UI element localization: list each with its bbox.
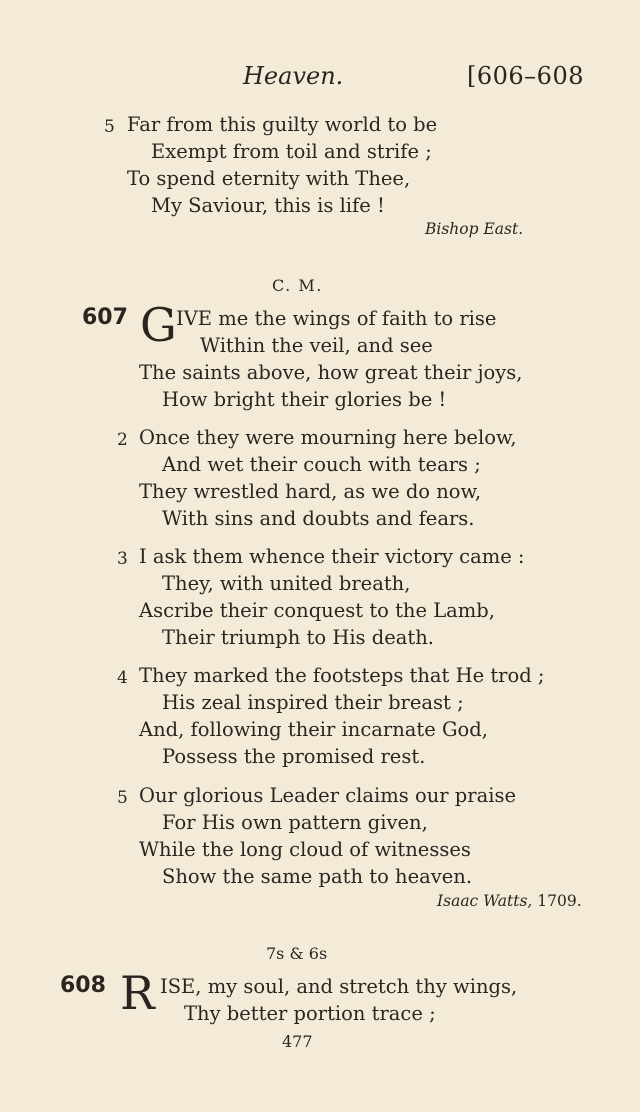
verse-line: IVE me the wings of faith to rise xyxy=(176,307,497,330)
verse-line: Their triumph to His death. xyxy=(162,626,435,649)
verse-line: My Saviour, this is life ! xyxy=(151,194,385,217)
attribution-author: Isaac Watts, xyxy=(437,892,533,910)
verse-line: Within the veil, and see xyxy=(200,334,433,357)
verse-line: How bright their glories be ! xyxy=(162,388,447,411)
verse-number: 4 xyxy=(117,668,128,688)
verse-number: 2 xyxy=(117,430,128,450)
hymn-608-number: 608 xyxy=(60,973,106,998)
verse-line: Thy better portion trace ; xyxy=(184,1002,436,1025)
verse-line: And wet their couch with tears ; xyxy=(162,453,481,476)
verse-line: They, with united breath, xyxy=(162,572,411,595)
attribution-year: 1709. xyxy=(537,892,582,910)
verse-line: They marked the footsteps that He trod ; xyxy=(139,664,545,687)
verse-line: Exempt from toil and strife ; xyxy=(151,140,432,163)
hymn-607-number: 607 xyxy=(82,305,128,330)
verse-line: And, following their incarnate God, xyxy=(139,718,488,741)
verse-number: 5 xyxy=(117,788,128,808)
verse-line: I ask them whence their victory came : xyxy=(139,545,525,568)
verse-number: 5 xyxy=(104,117,115,137)
verse-line: The saints above, how great their joys, xyxy=(139,361,523,384)
verse-line: ISE, my soul, and stretch thy wings, xyxy=(160,975,518,998)
verse-line: Possess the promised rest. xyxy=(162,745,426,768)
verse-line: Once they were mourning here below, xyxy=(139,426,517,449)
verse-line: Our glorious Leader claims our praise xyxy=(139,784,516,807)
verse-number: 3 xyxy=(117,549,128,569)
verse-line: Ascribe their conquest to the Lamb, xyxy=(139,599,495,622)
hymn-607-drop-cap: G xyxy=(140,298,177,352)
hymn-607-meter: C. M. xyxy=(272,276,323,295)
running-header-hymn-range: [606–608 xyxy=(467,62,584,90)
verse-line: While the long cloud of witnesses xyxy=(139,838,471,861)
verse-line: Show the same path to heaven. xyxy=(162,865,473,888)
page-number: 477 xyxy=(282,1032,313,1051)
verse-line: For His own pattern given, xyxy=(162,811,428,834)
hymn-606-attribution: Bishop East. xyxy=(425,220,524,238)
verse-line: With sins and doubts and fears. xyxy=(162,507,475,530)
verse-line: To spend eternity with Thee, xyxy=(127,167,411,190)
hymn-608-meter: 7s & 6s xyxy=(266,944,328,963)
hymn-608-drop-cap: R xyxy=(120,966,155,1020)
hymn-607-attribution xyxy=(437,892,582,910)
running-header-title: Heaven. xyxy=(243,62,344,90)
verse-line: Far from this guilty world to be xyxy=(127,113,438,136)
verse-line: His zeal inspired their breast ; xyxy=(162,691,464,714)
verse-line: They wrestled hard, as we do now, xyxy=(139,480,482,503)
